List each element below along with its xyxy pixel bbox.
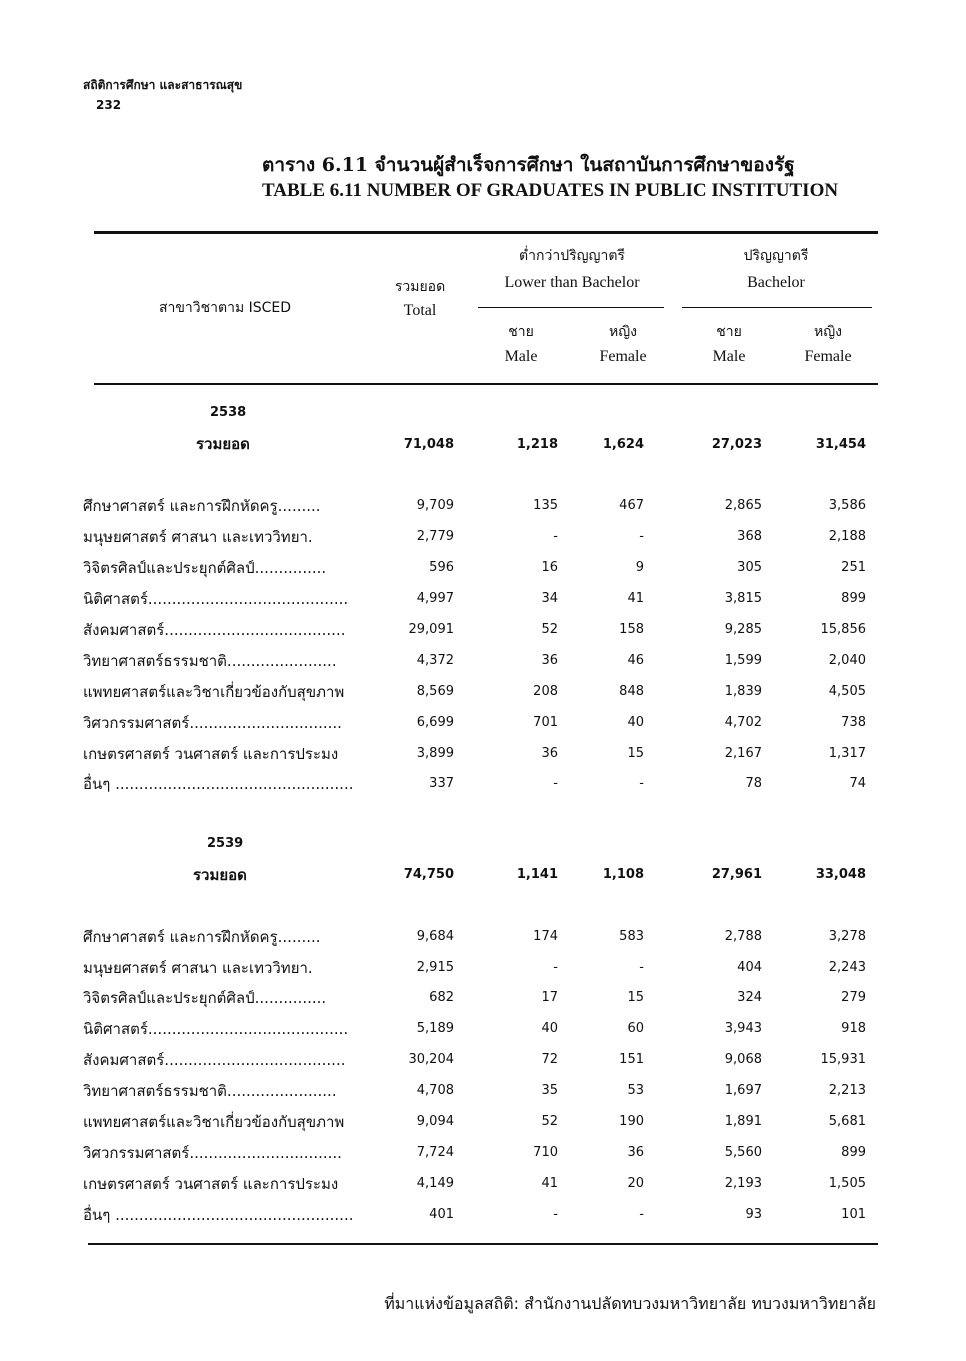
- field-header: สาขาวิชาตาม ISCED: [158, 300, 292, 316]
- bachelor-female-cell: 31,454: [815, 437, 866, 452]
- field-label: อื่นๆ ..................................................: [83, 1206, 354, 1224]
- lower-female-cell: 1,624: [602, 437, 644, 452]
- bachelor-male-cell: 27,023: [711, 437, 762, 452]
- field-label: สังคมศาสตร์......................................: [83, 1051, 346, 1069]
- bachelor-female-cell: 899: [841, 1145, 866, 1160]
- lower-male-cell: 41: [541, 1176, 558, 1191]
- lower-female-cell: 40: [627, 715, 644, 730]
- bachelor-underline: [682, 307, 872, 308]
- lower-male-cell: 35: [541, 1083, 558, 1098]
- bachelor-female-header-th: หญิง: [814, 324, 842, 340]
- bachelor-female-cell: 3,278: [828, 929, 866, 944]
- lower-male-cell: 174: [533, 929, 558, 944]
- total-cell: 9,709: [416, 498, 454, 513]
- total-cell: 9,684: [416, 929, 454, 944]
- total-cell: 4,708: [416, 1083, 454, 1098]
- table-row: [0, 529, 966, 553]
- lower-male-cell: 1,141: [516, 867, 558, 882]
- bachelor-female-cell: 74: [849, 776, 866, 791]
- bachelor-female-cell: 3,586: [828, 498, 866, 513]
- total-cell: 401: [429, 1207, 454, 1222]
- total-cell: 337: [429, 776, 454, 791]
- lower-male-cell: 36: [541, 746, 558, 761]
- lower-female-cell: 190: [619, 1114, 644, 1129]
- total-cell: 3,899: [416, 746, 454, 761]
- bachelor-female-cell: 101: [841, 1207, 866, 1222]
- lower-female-cell: 20: [627, 1176, 644, 1191]
- bachelor-female-cell: 5,681: [828, 1114, 866, 1129]
- field-label: ศึกษาศาสตร์ และการฝึกหัดครู.........: [83, 497, 321, 515]
- table-row: [0, 498, 966, 522]
- field-label: วิจิตรศิลป์และประยุกต์ศิลป์...............: [83, 989, 327, 1007]
- field-label: อื่นๆ ..................................................: [83, 775, 354, 793]
- total-row: [0, 437, 966, 461]
- bachelor-female-cell: 918: [841, 1021, 866, 1036]
- table-row: [0, 1207, 966, 1231]
- total-cell: 6,699: [416, 715, 454, 730]
- bachelor-female-cell: 251: [841, 560, 866, 575]
- lower-female-header-en: Female: [599, 348, 647, 365]
- bachelor-male-cell: 4,702: [724, 715, 762, 730]
- lower-female-cell: -: [639, 960, 644, 975]
- lower-male-cell: -: [553, 529, 558, 544]
- bachelor-header-th: ปริญญาตรี: [743, 248, 809, 264]
- table-row: [0, 746, 966, 770]
- table-row: [0, 960, 966, 984]
- bachelor-male-cell: 2,788: [724, 929, 762, 944]
- field-label: ศึกษาศาสตร์ และการฝึกหัดครู.........: [83, 928, 321, 946]
- lower-male-cell: 710: [533, 1145, 558, 1160]
- bachelor-male-cell: 9,068: [724, 1052, 762, 1067]
- bachelor-male-cell: 1,697: [724, 1083, 762, 1098]
- field-label: สังคมศาสตร์......................................: [83, 621, 346, 639]
- total-cell: 4,997: [416, 591, 454, 606]
- lower-bachelor-header-th: ต่ำกว่าปริญญาตรี: [519, 248, 625, 264]
- bachelor-male-cell: 2,167: [724, 746, 762, 761]
- bachelor-male-cell: 9,285: [724, 622, 762, 637]
- total-cell: 8,569: [416, 684, 454, 699]
- total-cell: 4,372: [416, 653, 454, 668]
- table-row: [0, 715, 966, 739]
- field-label: เกษตรศาสตร์ วนศาสตร์ และการประมง: [83, 1175, 339, 1193]
- bachelor-male-cell: 368: [737, 529, 762, 544]
- bachelor-male-header-th: ชาย: [716, 324, 742, 340]
- field-label: มนุษยศาสตร์ ศาสนา และเทววิทยา.: [83, 528, 313, 546]
- lower-female-cell: 9: [635, 560, 644, 575]
- lower-male-cell: 34: [541, 591, 558, 606]
- lower-female-cell: -: [639, 529, 644, 544]
- lower-female-cell: 158: [619, 622, 644, 637]
- lower-male-cell: 52: [541, 1114, 558, 1129]
- field-label: เกษตรศาสตร์ วนศาสตร์ และการประมง: [83, 745, 339, 763]
- lower-female-cell: 151: [619, 1052, 644, 1067]
- total-cell: 596: [429, 560, 454, 575]
- bachelor-male-cell: 305: [737, 560, 762, 575]
- field-label: วิทยาศาสตร์ธรรมชาติ.......................: [83, 1082, 337, 1100]
- bachelor-female-cell: 15,931: [820, 1052, 866, 1067]
- total-cell: 74,750: [403, 867, 454, 882]
- bachelor-female-cell: 33,048: [815, 867, 866, 882]
- field-label: นิติศาสตร์..........................................: [83, 590, 349, 608]
- bachelor-female-cell: 1,317: [828, 746, 866, 761]
- lower-male-cell: 52: [541, 622, 558, 637]
- table-row: [0, 776, 966, 800]
- lower-female-cell: 467: [619, 498, 644, 513]
- field-label: นิติศาสตร์..........................................: [83, 1020, 349, 1038]
- source-note: ที่มาแห่งข้อมูลสถิติ: สำนักงานปลัดทบวงมหาวิทยาลัย ทบวงมหาวิทยาลัย: [384, 1294, 876, 1313]
- bachelor-male-cell: 324: [737, 990, 762, 1005]
- bachelor-female-cell: 1,505: [828, 1176, 866, 1191]
- table-row: [0, 1021, 966, 1045]
- lower-male-cell: 17: [541, 990, 558, 1005]
- total-cell: 9,094: [416, 1114, 454, 1129]
- bachelor-header-en: Bachelor: [747, 274, 805, 291]
- lower-male-cell: 1,218: [516, 437, 558, 452]
- bachelor-male-cell: 5,560: [724, 1145, 762, 1160]
- section-year-2538: 2538: [210, 405, 247, 420]
- table-top-rule: [94, 231, 878, 234]
- field-label: มนุษยศาสตร์ ศาสนา และเทววิทยา.: [83, 959, 313, 977]
- bachelor-female-cell: 899: [841, 591, 866, 606]
- bachelor-female-cell: 2,243: [828, 960, 866, 975]
- book-title: สถิติการศึกษา และสาธารณสุข: [83, 78, 243, 92]
- total-row: [0, 867, 966, 891]
- section-total-label: รวมยอด: [193, 866, 247, 884]
- table-row: [0, 990, 966, 1014]
- total-cell: 2,779: [416, 529, 454, 544]
- lower-male-header-en: Male: [504, 348, 538, 365]
- table-row: [0, 1145, 966, 1169]
- lower-female-cell: 41: [627, 591, 644, 606]
- bachelor-male-cell: 27,961: [711, 867, 762, 882]
- bachelor-male-cell: 1,891: [724, 1114, 762, 1129]
- table-row: [0, 622, 966, 646]
- table-row: [0, 684, 966, 708]
- lower-female-cell: -: [639, 1207, 644, 1222]
- lower-female-cell: 53: [627, 1083, 644, 1098]
- bachelor-male-cell: 2,865: [724, 498, 762, 513]
- bachelor-female-cell: 15,856: [820, 622, 866, 637]
- bachelor-female-cell: 2,213: [828, 1083, 866, 1098]
- lower-male-cell: -: [553, 960, 558, 975]
- lower-female-cell: 583: [619, 929, 644, 944]
- lower-male-cell: -: [553, 1207, 558, 1222]
- lower-female-cell: 1,108: [602, 867, 644, 882]
- bachelor-female-cell: 4,505: [828, 684, 866, 699]
- bachelor-male-cell: 404: [737, 960, 762, 975]
- table-row: [0, 929, 966, 953]
- total-cell: 71,048: [403, 437, 454, 452]
- table-row: [0, 1114, 966, 1138]
- bachelor-male-cell: 3,943: [724, 1021, 762, 1036]
- lower-bachelor-underline: [478, 307, 664, 308]
- lower-male-cell: 208: [533, 684, 558, 699]
- total-cell: 2,915: [416, 960, 454, 975]
- section-total-label: รวมยอด: [196, 435, 250, 453]
- bachelor-female-cell: 2,040: [828, 653, 866, 668]
- total-header-th: รวมยอด: [394, 279, 446, 295]
- total-cell: 29,091: [408, 622, 454, 637]
- section-year-2539: 2539: [207, 836, 244, 851]
- lower-female-header-th: หญิง: [609, 324, 637, 340]
- lower-male-cell: 16: [541, 560, 558, 575]
- lower-female-cell: 46: [627, 653, 644, 668]
- field-label: วิศวกรรมศาสตร์................................: [83, 714, 342, 732]
- bachelor-female-header-en: Female: [804, 348, 852, 365]
- field-label: แพทยศาสตร์และวิชาเกี่ยวข้องกับสุขภาพ: [83, 1113, 345, 1131]
- lower-female-cell: 848: [619, 684, 644, 699]
- header-bottom-rule: [94, 383, 878, 385]
- bachelor-female-cell: 738: [841, 715, 866, 730]
- lower-male-cell: 135: [533, 498, 558, 513]
- table-title-thai: ตาราง 6.11 จำนวนผู้สำเร็จการศึกษา ในสถาบันการศึกษาของรัฐ: [262, 154, 795, 176]
- lower-female-cell: 36: [627, 1145, 644, 1160]
- lower-male-cell: 701: [533, 715, 558, 730]
- bachelor-male-cell: 3,815: [724, 591, 762, 606]
- bachelor-male-header-en: Male: [712, 348, 746, 365]
- bachelor-male-cell: 2,193: [724, 1176, 762, 1191]
- field-label: แพทยศาสตร์และวิชาเกี่ยวข้องกับสุขภาพ: [83, 683, 345, 701]
- total-header-en: Total: [403, 302, 437, 319]
- lower-male-cell: 72: [541, 1052, 558, 1067]
- table-row: [0, 560, 966, 584]
- total-cell: 5,189: [416, 1021, 454, 1036]
- field-label: วิศวกรรมศาสตร์................................: [83, 1144, 342, 1162]
- lower-male-cell: 36: [541, 653, 558, 668]
- lower-female-cell: 15: [627, 990, 644, 1005]
- lower-bachelor-header-en: Lower than Bachelor: [504, 274, 640, 291]
- lower-male-cell: -: [553, 776, 558, 791]
- bachelor-male-cell: 1,599: [724, 653, 762, 668]
- bachelor-female-cell: 2,188: [828, 529, 866, 544]
- table-bottom-rule: [88, 1243, 878, 1245]
- bachelor-male-cell: 1,839: [724, 684, 762, 699]
- table-row: [0, 1052, 966, 1076]
- lower-female-cell: 60: [627, 1021, 644, 1036]
- bachelor-male-cell: 93: [745, 1207, 762, 1222]
- field-label: วิจิตรศิลป์และประยุกต์ศิลป์...............: [83, 559, 327, 577]
- bachelor-female-cell: 279: [841, 990, 866, 1005]
- lower-male-header-th: ชาย: [508, 324, 534, 340]
- field-label: วิทยาศาสตร์ธรรมชาติ.......................: [83, 652, 337, 670]
- total-cell: 682: [429, 990, 454, 1005]
- lower-female-cell: 15: [627, 746, 644, 761]
- bachelor-male-cell: 78: [745, 776, 762, 791]
- table-row: [0, 1176, 966, 1200]
- page-number: 232: [96, 98, 122, 112]
- total-cell: 30,204: [408, 1052, 454, 1067]
- lower-female-cell: -: [639, 776, 644, 791]
- table-title-english: TABLE 6.11 NUMBER OF GRADUATES IN PUBLIC INSTITUTION: [262, 180, 839, 201]
- total-cell: 4,149: [416, 1176, 454, 1191]
- total-cell: 7,724: [416, 1145, 454, 1160]
- lower-male-cell: 40: [541, 1021, 558, 1036]
- table-row: [0, 653, 966, 677]
- table-row: [0, 591, 966, 615]
- table-row: [0, 1083, 966, 1107]
